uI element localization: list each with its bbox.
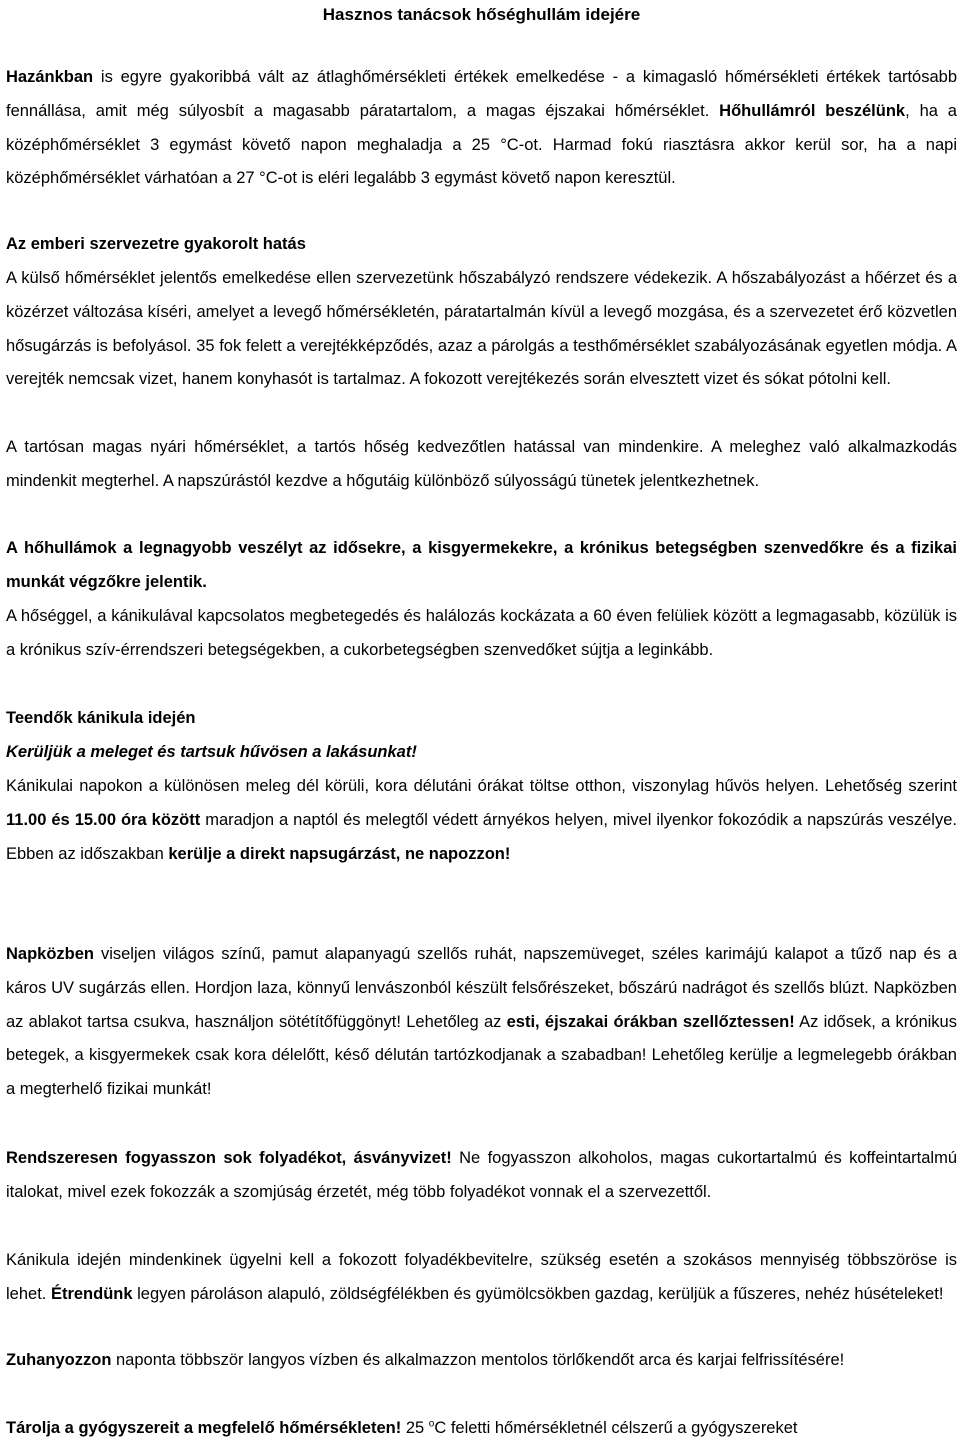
- section-heading-impact: Az emberi szervezetre gyakorolt hatás: [6, 235, 306, 253]
- heatwave-definition-term: Hőhullámról beszélünk: [719, 101, 906, 120]
- clothing-paragraph: Napközben viseljen világos színű, pamut alapanyagú szellős ruhát, napszemüveget, széles karimájú kalapot a tűző nap és a káros UV sugárzás ellen. Hordjon laza, könnyű lenvászonból készült felsőrészeket, bőszárú nadrágot és szellős blúzt. Napközben az ablakot tartsa csukva, használjon sötétítőfüggönyt! Lehetőleg az esti, éjszakai órákban szellőztessen! Az idősek, a krónikus betegek, a kisgyermekek csak kora délelőtt, késő délután tartózkodjanak a szabadban! Lehetőleg kerülje a legmelegebb órákban a megterhelő fizikai munkát!: [6, 945, 957, 1099]
- elderly-risk-paragraph: A hőséggel, a kánikulával kapcsolatos megbetegedés és halálozás kockázata a 60 éven felüliek között a legmagasabb, közülük is a krónikus szív-érrendszeri betegségekben, a cukorbetegségben szenvedőket sújtja a leginkább.: [6, 607, 957, 659]
- intro-text-2: , ha a középhőmérséklet 3 egymást követő napon meghaladja a 25 °C-ot. Harmad fokú riasztásra akkor kerül sor, ha a napi középhőmérséklet várhatóan a 27 °C-ot is eléri legalább 3 egymást követő napon keresztül.: [6, 101, 957, 188]
- diet-paragraph: Kánikula idején mindenkinek ügyelni kell a fokozott folyadékbevitelre, szükség esetén a szokásos mennyiség többszöröse is lehet. Étrendünk legyen pároláson alapuló, zöldségfélékben és gyümölcsökben gazdag, kerüljük a fűszeres, nehéz húsételeket!: [6, 1251, 957, 1303]
- degree-superscript: o: [428, 1418, 435, 1430]
- effects-paragraph: A tartósan magas nyári hőmérséklet, a tartós hőség kedvezőtlen hatással van mindenkire. A meleghez való alkalmazkodás mindenkit megterhel. A napszúrástól kezdve a hőgutáig különböző súlyosságú tünetek jelentkezhetnek.: [6, 438, 957, 490]
- section-heading-todo: Teendők kánikula idején: [6, 709, 196, 727]
- intro-lead: Hazánkban: [6, 68, 94, 86]
- page-title: Hasznos tanácsok hőséghullám idejére: [322, 5, 641, 24]
- hydration-advice: Rendszeresen fogyasszon sok folyadékot, ásványvizet!: [6, 1149, 452, 1167]
- hydration-paragraph: Rendszeresen fogyasszon sok folyadékot, ásványvizet! Ne fogyasszon alkoholos, magas cukortartalmú és koffeintartalmú italokat, mivel ezek fokozzák a szomjúság érzetét, még több folyadékot vonnak el a szervezettől.: [6, 1149, 957, 1201]
- avoid-sun-warning: kerülje a direkt napsugárzást, ne napozzon!: [168, 844, 511, 863]
- midday-hours: 11.00 és 15.00 óra között: [6, 810, 201, 829]
- shower-term: Zuhanyozzon: [6, 1351, 112, 1369]
- impact-paragraph: A külső hőmérséklet jelentős emelkedése ellen szervezetünk hőszabályzó rendszere védekezik. A hőszabályozást a hőérzet és a közérzet változása kíséri, amelyet a levegő hőmérsékletén, páratartalmán kívül a levegő mozgása, és a szervezetet érő közvetlen hősugárzás is befolyásol. 35 fok felett a verejtékképződés, azaz a párolgás a testhőmérséklet szabályozásának egyetlen módja. A verejték nemcsak vizet, hanem konyhasót is tartalmaz. A fokozott verejtékezés során elvesztett vizet és sókat pótolni kell.: [6, 269, 957, 389]
- medication-storage-advice: Tárolja a gyógyszereit a megfelelő hőmérsékleten!: [6, 1419, 402, 1437]
- diet-term: Étrendünk: [50, 1284, 133, 1303]
- stay-home-paragraph: Kánikulai napokon a különösen meleg dél körüli, kora délutáni órákat töltse otthon, viszonylag hűvös helyen. Lehetőség szerint 11.00 és 15.00 óra között maradjon a naptól és melegtől védett árnyékos helyen, mivel ilyenkor fokozódik a napszúrás veszélye. Ebben az időszakban kerülje a direkt napsugárzást, ne napozzon!: [6, 777, 957, 863]
- intro-text-1: is egyre gyakoribbá vált az átlaghőmérsékleti értékek emelkedése - a kimagasló hőmérsékleti értékek tartósabb fennállása, amit még súlyosbít a magasabb páratartalom, a magas éjszakai hőmérséklet.: [6, 68, 957, 120]
- subheading-keep-cool: Kerüljük a meleget és tartsuk hűvösen a lakásunkat!: [6, 743, 417, 761]
- medication-paragraph: Tárolja a gyógyszereit a megfelelő hőmérsékleten! 25 $^o$C feletti hőmérsékletnél célszerű a gyógyszereket: [6, 1418, 798, 1437]
- intro-paragraph: [6, 61, 957, 196]
- daytime-term: Napközben: [6, 945, 95, 963]
- risk-groups-paragraph: A hőhullámok a legnagyobb veszélyt az idősekre, a kisgyermekekre, a krónikus betegségben szenvedőkre és a fizikai munkát végzőkre jelentik.: [6, 539, 957, 591]
- shower-paragraph: Zuhanyozzon naponta többször langyos vízben és alkalmazzon mentolos törlőkendőt arca és karjai felfrissítésére!: [6, 1351, 845, 1369]
- ventilation-advice: esti, éjszakai órákban szellőztessen!: [506, 1012, 795, 1031]
